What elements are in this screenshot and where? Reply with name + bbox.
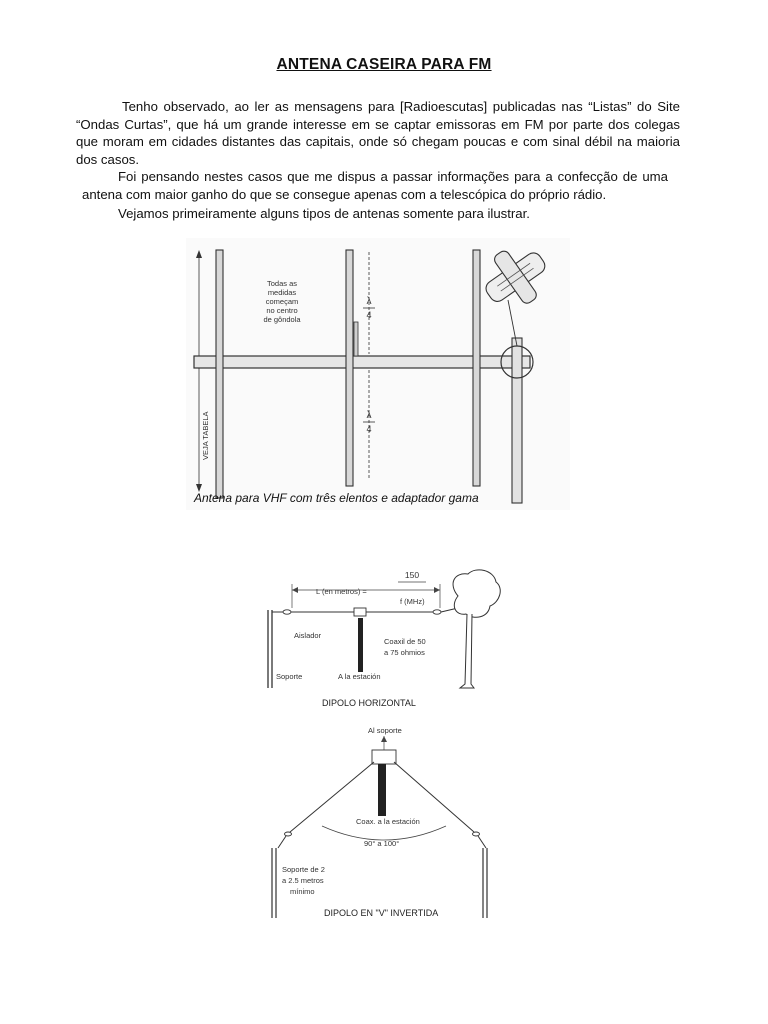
station-label: A la estación [338, 672, 381, 681]
insulator-label: Aislador [294, 631, 322, 640]
pole-label-2: a 2.5 metros [282, 876, 324, 885]
length-label: L (en metros) = [316, 587, 367, 596]
fraction-numerator: 150 [404, 570, 420, 580]
quarter-top: 4 [366, 310, 372, 320]
yagi-antenna-figure [186, 238, 570, 510]
angle-label: 90° a 100° [364, 839, 400, 848]
quarter-bottom: 4 [366, 424, 372, 434]
coax-station-label: Coax. a la estación [356, 817, 420, 826]
horizontal-dipole-figure [262, 566, 502, 714]
note-line-4: no centro [266, 306, 298, 315]
support-label: Soporte [276, 672, 303, 681]
note-line-1: Todas as [266, 279, 298, 288]
lambda-bottom: λ [366, 410, 372, 421]
note-line-2: medidas [267, 288, 297, 297]
figure2-caption: DIPOLO HORIZONTAL [322, 698, 416, 708]
paragraph-purpose: Foi pensando nestes casos que me dispus a passar informações para a confecção de uma antena com maior ganho do que se consegue apenas com a telescópica do próprio rádio. [82, 169, 668, 202]
document-title: ANTENA CASEIRA PARA FM [276, 56, 492, 73]
freq-label: f (MHz) [400, 597, 425, 606]
pole-label-1: Soporte de 2 [282, 865, 325, 874]
coax-label-2: a 75 ohmios [384, 648, 425, 657]
lambda-top: λ [366, 296, 372, 307]
coax-label-1: Coaxil de 50 [384, 637, 426, 646]
pole-label-3: mínimo [290, 887, 315, 896]
side-label: VEJA TABELA [201, 411, 210, 460]
paragraph-intro: Tenho observado, ao ler as mensagens para [Radioescutas] publicadas nas “Listas” do Site “Ondas Curtas”, que há um grande interesse em se captar emissoras em FM por parte dos colegas que moram em cidades distantes das capitais, onde só chegam poucas e com sinal débil na maioria dos casos. [76, 99, 680, 167]
paragraph-illustrate: Vejamos primeiramente alguns tipos de antenas somente para ilustrar. [118, 206, 530, 221]
inverted-v-dipole-figure [264, 722, 500, 920]
top-support-label: Al soporte [368, 726, 402, 735]
note-line-5: de gôndola [263, 315, 301, 324]
figure3-caption: DIPOLO EN "V" INVERTIDA [324, 908, 439, 918]
note-line-3: começam [265, 297, 299, 306]
figure1-caption: Antena para VHF com três elentos e adaptador gama [194, 491, 479, 505]
